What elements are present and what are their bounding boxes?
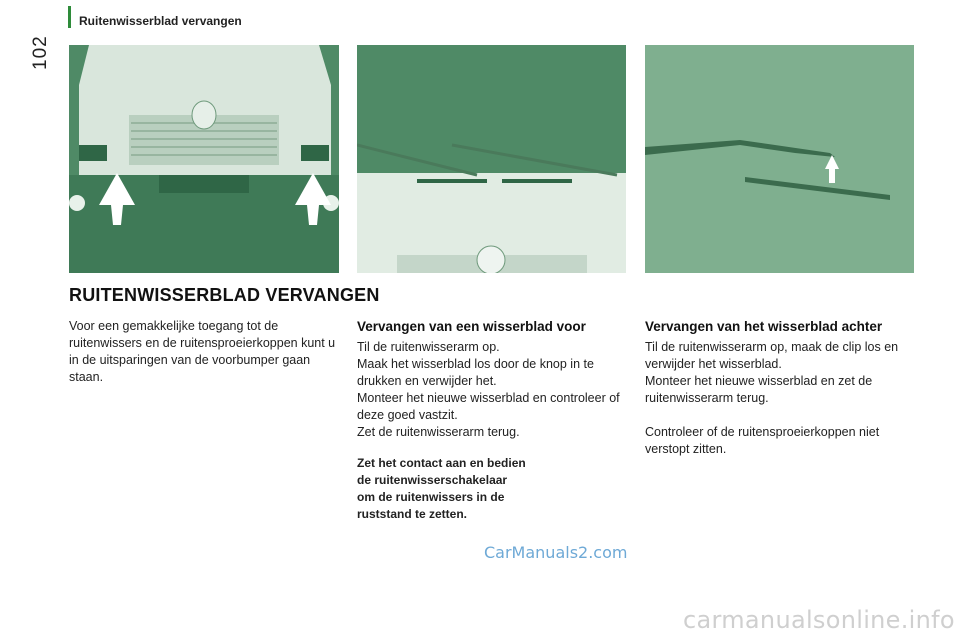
windscreen-wipers-illustration: [357, 45, 626, 273]
rear-wiper-line-3: Controleer of de ruitensproeierkoppen niet verstopt zitten.: [645, 425, 880, 456]
rear-wiper-line-2: Monteer het nieuwe wisserblad en zet de ruitenwisserarm terug.: [645, 374, 873, 405]
front-wiper-line-3: Monteer het nieuwe wisserblad en controleer of deze goed vastzit.: [357, 391, 620, 422]
front-wiper-line-1: Til de ruitenwisserarm op.: [357, 340, 500, 354]
front-wiper-heading: Vervangen van een wisserblad voor: [357, 319, 586, 334]
main-heading: RUITENWISSERBLAD VERVANGEN: [69, 285, 380, 305]
rear-wiper-line-1: Til de ruitenwisserarm op, maak de clip los en verwijder het wisserblad.: [645, 340, 899, 371]
front-wiper-line-2: Maak het wisserblad los door de knop in te drukken en verwijder het.: [357, 357, 594, 388]
intro-text: Voor een gemakkelijke toegang tot de ruitenwissers en de ruitensproeierkoppen kunt u in de uitsparingen van de voorbumper gaan staan.: [69, 319, 336, 384]
carmanualsonline-watermark[interactable]: carmanualsonline.info: [683, 606, 955, 634]
front-wiper-note-line-4: ruststand te zetten.: [357, 507, 468, 521]
section-title: Ruitenwisserblad vervangen: [79, 14, 242, 28]
page-number: 102: [30, 35, 51, 70]
rear-wiper-illustration: [645, 45, 914, 273]
rear-wiper-heading: Vervangen van het wisserblad achter: [645, 319, 883, 334]
column-rear-wiper: [645, 318, 920, 458]
front-wiper-note-line-2: de ruitenwisserschakelaar: [357, 473, 508, 487]
front-bumper-illustration: [69, 45, 339, 273]
header-accent-bar: [68, 6, 71, 28]
column-front-wiper: [357, 318, 632, 523]
front-wiper-note-line-1: Zet het contact aan en bedien: [357, 456, 526, 470]
carmanuals-watermark[interactable]: CarManuals2.com: [484, 543, 628, 562]
front-wiper-note: [357, 455, 632, 523]
column-intro: [69, 318, 344, 386]
front-wiper-line-4: Zet de ruitenwisserarm terug.: [357, 425, 520, 439]
front-wiper-note-line-3: om de ruitenwissers in de: [357, 490, 505, 504]
